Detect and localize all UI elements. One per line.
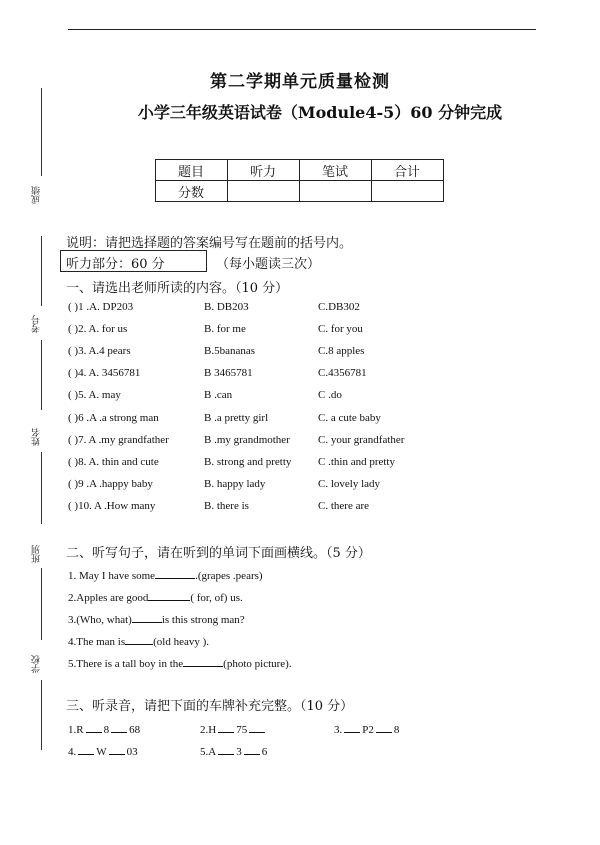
license-plate <box>334 720 399 736</box>
margin-label-name: 姓名 <box>32 428 42 446</box>
license-plate <box>68 720 140 736</box>
question-option-c: C .thin and pretty <box>318 455 395 468</box>
question-option-a[interactable]: ( )6 .A .a strong man <box>68 411 159 424</box>
question-option-b: B.5bananas <box>204 345 256 358</box>
question-option-a[interactable]: ( )1 .A. DP203 <box>68 301 134 313</box>
question-option-a[interactable]: ( )4. A. 3456781 <box>68 367 141 380</box>
margin-line <box>41 452 42 524</box>
plate-blank[interactable] <box>111 720 127 733</box>
plate-segment: 1.R <box>68 724 84 736</box>
table-cell: 分数 <box>156 181 228 202</box>
plate-blank[interactable] <box>78 742 94 755</box>
answer-blank[interactable] <box>148 588 190 601</box>
table-cell[interactable] <box>300 181 372 202</box>
section2-heading: 二、听写句子，请在听到的单词下面画横线。（5 分） <box>66 546 371 561</box>
plate-segment: P2 <box>362 724 374 736</box>
sentence-prefix: 2.Apples are good <box>68 592 149 604</box>
fill-sentence <box>68 654 292 670</box>
table-cell[interactable] <box>372 181 444 202</box>
question-option-c: C.8 apples <box>318 345 365 358</box>
table-cell: 合计 <box>372 160 444 181</box>
question-option-c: C. a cute baby <box>318 411 381 424</box>
page-subtitle: 小学三年级英语试卷（Module4-5）60 分钟完成 <box>137 103 503 122</box>
plate-segment: 6 <box>261 746 268 758</box>
plate-blank[interactable] <box>344 720 360 733</box>
section1-heading: 一、请选出老师所读的内容。（10 分） <box>66 281 289 296</box>
score-table <box>155 159 444 202</box>
margin-label-exam-no: 考号 <box>32 315 42 333</box>
table-cell: 题目 <box>156 160 228 181</box>
table-cell: 笔试 <box>300 160 372 181</box>
question-option-b: B. DB203 <box>204 301 249 313</box>
page-title: 第二学期单元质量检测 <box>210 72 390 92</box>
plate-blank[interactable] <box>249 720 265 733</box>
table-row <box>156 181 444 202</box>
plate-segment: 75 <box>236 724 248 736</box>
plate-segment: 68 <box>129 724 141 736</box>
plate-blank[interactable] <box>86 720 102 733</box>
question-option-a[interactable]: ( )2. A. for us <box>68 323 128 336</box>
plate-blank[interactable] <box>109 742 125 755</box>
question-option-c: C.DB302 <box>318 301 360 313</box>
plate-blank[interactable] <box>218 742 234 755</box>
plate-segment: 8 <box>103 724 110 736</box>
answer-blank[interactable] <box>125 632 153 645</box>
margin-line <box>41 88 42 176</box>
margin-label-score: 成绩 <box>32 186 42 204</box>
question-option-a[interactable]: ( )7. A .my grandfather <box>68 433 169 446</box>
instruction-note: 说明：请把选择题的答案编号写在题前的括号内。 <box>66 236 353 251</box>
fill-sentence <box>68 610 245 626</box>
plate-blank[interactable] <box>376 720 392 733</box>
plate-segment: 8 <box>393 724 400 736</box>
question-option-c: C. there are <box>318 499 369 512</box>
table-row <box>156 160 444 181</box>
question-option-b: B .my grandmother <box>204 433 290 446</box>
sentence-prefix: 4.The man is <box>68 636 126 648</box>
question-option-c: C. lovely lady <box>318 477 381 490</box>
license-plate <box>200 742 267 758</box>
question-option-c: C. your grandfather <box>318 433 405 446</box>
margin-line <box>41 340 42 410</box>
fill-sentence <box>68 566 263 582</box>
sentence-suffix: (old heavy ). <box>153 636 210 648</box>
plate-segment: 3 <box>236 746 242 758</box>
listening-note: （每小题读三次） <box>216 257 321 272</box>
sentence-suffix: ( for, of) us. <box>190 592 243 604</box>
license-plate <box>200 720 267 736</box>
question-option-c: C .do <box>318 389 342 402</box>
question-option-b: B .a pretty girl <box>204 411 269 424</box>
fill-sentence <box>68 632 209 648</box>
question-option-a[interactable]: ( )5. A. may <box>68 389 121 402</box>
question-option-b: B 3465781 <box>204 367 253 380</box>
question-option-b: B .can <box>204 389 233 402</box>
sentence-suffix: .(grapes .pears) <box>195 570 263 582</box>
fill-sentence <box>68 588 243 604</box>
answer-blank[interactable] <box>155 566 195 579</box>
sentence-prefix: 5.There is a tall boy in the <box>68 658 184 670</box>
plate-segment: 5.A <box>200 746 217 758</box>
plate-segment: W <box>96 746 107 758</box>
plate-blank[interactable] <box>218 720 234 733</box>
plate-segment: 4. <box>68 746 77 758</box>
section3-heading: 三、听录音，请把下面的车牌补充完整。（10 分） <box>66 699 354 714</box>
table-cell[interactable] <box>228 181 300 202</box>
sentence-suffix: is this strong man? <box>161 614 245 626</box>
margin-line <box>41 680 42 750</box>
top-rule <box>68 29 536 30</box>
question-option-a[interactable]: ( )3. A.4 pears <box>68 345 131 358</box>
question-option-c: C.4356781 <box>318 367 367 380</box>
question-option-a[interactable]: ( )8. A. thin and cute <box>68 455 159 468</box>
license-plate <box>68 742 138 758</box>
sentence-prefix: 3.(Who, what) <box>68 614 132 626</box>
question-option-b: B. happy lady <box>204 477 266 490</box>
plate-blank[interactable] <box>244 742 260 755</box>
plate-segment: 2.H <box>200 724 217 736</box>
question-option-a[interactable]: ( )10. A .How many <box>68 499 156 512</box>
question-option-b: B. there is <box>204 499 249 512</box>
plate-segment: 3. <box>334 724 343 736</box>
answer-blank[interactable] <box>132 610 162 623</box>
question-option-b: B. for me <box>204 323 246 336</box>
sentence-prefix: 1. May I have some <box>68 570 156 582</box>
sentence-suffix: (photo picture). <box>223 658 292 670</box>
margin-label-school: 学校 <box>32 655 42 673</box>
table-cell: 听力 <box>228 160 300 181</box>
answer-blank[interactable] <box>183 654 223 667</box>
question-option-b: B. strong and pretty <box>204 455 292 468</box>
margin-line <box>41 568 42 640</box>
listening-box-label: 听力部分：60 分 <box>66 257 165 272</box>
plate-segment: 03 <box>126 746 138 758</box>
question-option-c: C. for you <box>318 323 363 336</box>
margin-line <box>41 236 42 306</box>
margin-label-class: 班别 <box>32 545 42 563</box>
question-option-a[interactable]: ( )9 .A .happy baby <box>68 477 153 490</box>
